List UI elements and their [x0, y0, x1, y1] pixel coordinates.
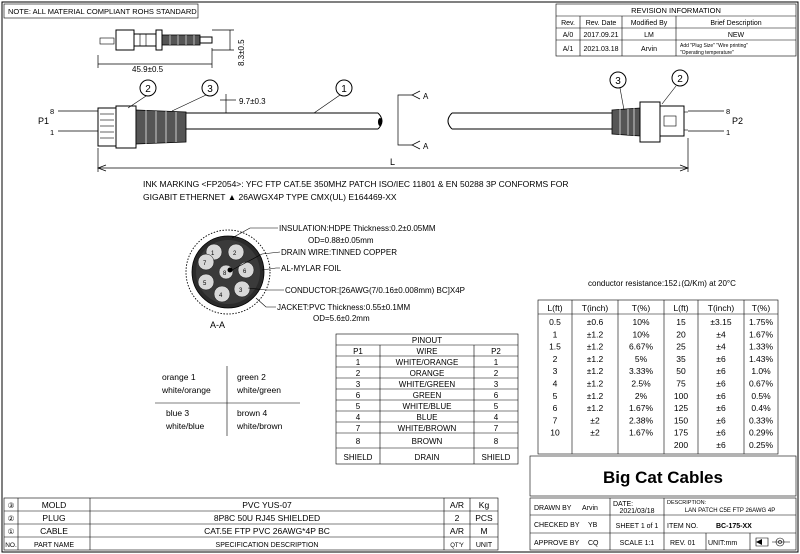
tolerance-cell: 0.25% [748, 440, 774, 450]
tolerance-cell: ±1.2 [586, 366, 604, 377]
projection-symbol-icon [756, 538, 790, 546]
tolerance-cell: 7 [552, 415, 558, 426]
section-label: A-A [210, 320, 226, 330]
section-marker-label: A [423, 142, 429, 151]
pinout-cell: 3 [355, 380, 361, 389]
cable-left-segment [186, 113, 382, 129]
plug-height-dimension: 8.3±0.5 [237, 39, 246, 66]
bom-rows [8, 500, 493, 536]
bom-cell: CABLE [40, 526, 68, 536]
length-dimension: L [390, 157, 396, 167]
tolerance-cell: ±6 [716, 440, 726, 450]
pair-stripe: white/orange [162, 385, 211, 395]
revision-cell: LM [644, 32, 654, 39]
pinout-cell: 7 [355, 424, 361, 433]
description-label: DESCRIPTION: [667, 500, 707, 506]
tolerance-cell: 175 [673, 427, 689, 438]
pinout-rows [344, 358, 511, 462]
tolerance-cell: 20 [676, 329, 686, 340]
p2-pin1-label: 1 [726, 128, 731, 137]
date-label: DATE: [613, 501, 634, 508]
pinout-cell: 1 [493, 358, 499, 367]
pinout-cell: 7 [493, 424, 499, 433]
balloon-label: 1 [341, 84, 347, 95]
revision-cell: "Operating temperature" [680, 50, 734, 56]
svg-text:2: 2 [233, 251, 237, 257]
tolerance-cell: ±6 [716, 366, 726, 377]
pinout-cell: SHIELD [481, 453, 511, 462]
pinout-cell: 2 [493, 369, 499, 378]
section-marker [398, 95, 412, 145]
foil-spec: AL-MYLAR FOIL [281, 264, 342, 273]
pinout-header: P1 [353, 347, 363, 356]
jacket-spec: JACKET:PVC Thickness:0.55±0.1MM [277, 303, 411, 312]
bom-cell: ③ [7, 501, 15, 510]
pinout-cell: ORANGE [409, 369, 445, 378]
bom-cell: Kg [478, 500, 490, 510]
pinout-cell: 4 [355, 413, 361, 422]
conductor-resistance: conductor resistance:152↓(Ω/Km) at 20°C [588, 279, 736, 288]
tolerance-rows [549, 317, 773, 450]
checked-by-label: CHECKED BY [534, 522, 580, 529]
bom-cell: MOLD [41, 500, 67, 510]
tolerance-cell: ±4 [716, 341, 726, 352]
tolerance-cell: 75 [676, 378, 686, 389]
p2-pin8-label: 8 [726, 107, 731, 116]
tolerance-cell: 1 [552, 329, 558, 340]
section-marker-label: A [423, 92, 429, 101]
pinout-cell: 5 [355, 402, 361, 411]
pinout-cell: 2 [355, 369, 361, 378]
tolerance-cell: 1.67% [628, 427, 654, 438]
tolerance-cell: 1.67% [748, 329, 774, 340]
tolerance-cell: ±1.2 [586, 341, 604, 352]
item-no-label: ITEM NO. [667, 523, 699, 530]
tolerance-cell: 125 [673, 403, 689, 414]
pinout-cell: BLUE [416, 413, 438, 422]
tolerance-cell: 10 [550, 427, 560, 438]
checked-by-name: YB [588, 522, 598, 529]
tolerance-cell: 4 [552, 378, 558, 389]
revision-header: Rev. Date [585, 20, 617, 27]
tolerance-cell: 1.5 [549, 341, 561, 352]
tolerance-header: T(%) [631, 303, 651, 313]
tolerance-cell: 1.43% [748, 353, 774, 364]
pinout-cell: 8 [493, 437, 499, 446]
tolerance-cell: 2.38% [628, 415, 654, 426]
tolerance-cell: 200 [673, 440, 689, 450]
bom-cell: ① [7, 527, 15, 536]
bom-cell: 2 [454, 513, 460, 523]
revision-cell: A/1 [562, 46, 574, 53]
svg-text:5: 5 [203, 281, 207, 287]
tolerance-cell: 100 [673, 390, 689, 401]
revision-value: REV. 01 [670, 540, 696, 547]
pinout-cell: DRAIN [414, 453, 440, 462]
tolerance-cell: 1.67% [628, 403, 654, 414]
pair-stripe: white/blue [166, 421, 205, 431]
balloon-label: 3 [207, 84, 213, 95]
tolerance-cell: 0.5 [549, 317, 561, 327]
tolerance-cell: ±4 [716, 329, 726, 340]
pinout-cell: 6 [493, 391, 499, 400]
bom-cell: M [480, 526, 488, 536]
right-boot [612, 108, 640, 136]
svg-text:4: 4 [219, 293, 223, 299]
bom-cell: A/R [449, 526, 465, 536]
p2-label: P2 [732, 116, 744, 126]
bom-cell: CAT.5E FTP PVC 26AWG*4P BC [204, 526, 330, 536]
revision-header: Brief Description [710, 20, 762, 27]
cable-cross-section [186, 230, 270, 314]
tolerance-cell: 150 [673, 415, 689, 426]
tolerance-cell: ±2 [590, 415, 600, 426]
bom-header: PART NAME [33, 542, 75, 549]
balloon-label: 3 [615, 76, 621, 87]
right-plug-p2 [640, 102, 688, 142]
svg-text:1: 1 [211, 251, 215, 257]
revision-header: Modified By [630, 20, 668, 27]
tolerance-cell: ±1.2 [586, 353, 604, 364]
bom-header: UNIT [475, 542, 493, 549]
bom-cell: 8P8C 50U RJ45 SHIELDED [213, 513, 321, 523]
tolerance-header: T(inch) [707, 303, 735, 313]
p1-label: P1 [38, 116, 50, 126]
revision-cell: Add "Plug Size" "Wire printing" [680, 43, 748, 49]
pinout-cell: WHITE/BLUE [402, 402, 452, 411]
approve-by-label: APPROVE BY [534, 540, 580, 547]
tolerance-header: L(ft) [673, 303, 689, 313]
tolerance-table [538, 300, 778, 454]
tolerance-cell: 5% [634, 353, 648, 364]
approve-by-name: CQ [588, 540, 599, 547]
tolerance-cell: 50 [676, 366, 686, 377]
bom-cell: ② [7, 514, 15, 523]
revision-cell: 2017.09.21 [583, 32, 619, 39]
tolerance-header: T(inch) [581, 303, 609, 313]
color-pair-legend [155, 366, 300, 436]
tolerance-cell: 10% [632, 317, 650, 327]
revision-title: REVISION INFORMATION [631, 6, 721, 15]
pair-stripe: white/brown [237, 421, 283, 431]
balloon-label: 2 [145, 84, 151, 95]
pair-color: brown 4 [237, 408, 268, 418]
pinout-cell: SHIELD [343, 453, 373, 462]
item-no-value: BC-175-XX [716, 523, 752, 530]
tolerance-cell: 0.33% [748, 415, 774, 426]
scale-value: SCALE 1:1 [619, 540, 655, 547]
tolerance-cell: 5 [552, 390, 558, 401]
left-plug-p1 [98, 106, 136, 148]
tolerance-cell: ±3.15 [710, 317, 732, 327]
drain-wire-spec: DRAIN WIRE:TINNED COPPER [281, 248, 398, 257]
bom-header: SPECIFICATION DESCRIPTION [215, 542, 319, 549]
insulation-od: OD=0.88±0.05mm [308, 236, 374, 245]
p1-pin8-label: 8 [50, 107, 55, 116]
tolerance-cell: ±0.6 [586, 317, 604, 327]
pinout-cell: 1 [355, 358, 361, 367]
revision-cell: 2021.03.18 [583, 46, 619, 53]
tolerance-cell: 15 [676, 317, 686, 327]
pair-color: green 2 [237, 372, 266, 382]
tolerance-cell: 1.33% [748, 341, 774, 352]
rohs-note: NOTE: ALL MATERIAL COMPLIANT ROHS STANDARD [8, 7, 197, 16]
bom-cell: A/R [449, 500, 465, 510]
revision-cell: Arvin [641, 46, 657, 53]
p1-pin1-label: 1 [50, 128, 55, 137]
bom-cell: PVC YUS-07 [242, 500, 292, 510]
revision-cell: A/0 [562, 32, 574, 39]
pinout-cell: BROWN [411, 437, 443, 446]
unit-value: UNIT:mm [708, 540, 738, 547]
pinout-cell: GREEN [412, 391, 442, 400]
tolerance-cell: ±1.2 [586, 378, 604, 389]
tolerance-cell: 1.75% [748, 317, 774, 327]
pinout-cell: 8 [355, 437, 361, 446]
tolerance-cell: 10% [632, 329, 650, 340]
jacket-od: OD=5.6±0.2mm [313, 314, 370, 323]
pinout-header: P2 [491, 347, 501, 356]
bom-cell: PCS [475, 513, 493, 523]
plug-length-dimension: 45.9±0.5 [132, 65, 164, 74]
pinout-cell: 6 [355, 391, 361, 400]
drawn-by-label: DRAWN BY [534, 505, 572, 512]
tolerance-cell: 2% [634, 390, 648, 401]
tolerance-cell: 2.5% [631, 378, 651, 389]
tolerance-cell: ±1.2 [586, 403, 604, 414]
conductor-spec: CONDUCTOR:[26AWG(7/0.16±0.008mm) BC]X4P [285, 286, 465, 295]
pair-stripe: white/green [237, 385, 281, 395]
svg-text:3: 3 [239, 288, 243, 294]
ink-marking-line-1: INK MARKING <FP2054>: YFC FTP CAT.5E 350MHZ PATCH ISO/IEC 11801 & EN 50288 3P CONFORMS FOR [143, 179, 569, 189]
insulation-spec: INSULATION:HDPE Thickness:0.2±0.05MM [279, 224, 436, 233]
pinout-cell: 4 [493, 413, 499, 422]
tolerance-cell: 0.4% [751, 403, 771, 414]
tolerance-cell: ±6 [716, 427, 726, 438]
tolerance-header: L(ft) [547, 303, 563, 313]
pinout-cell: WHITE/BROWN [397, 424, 457, 433]
title-block [530, 498, 796, 550]
revision-table [556, 4, 796, 56]
tolerance-cell: 0.29% [748, 427, 774, 438]
balloon-label: 2 [677, 74, 683, 85]
pinout-cell: 3 [493, 380, 499, 389]
svg-text:6: 6 [243, 269, 247, 275]
plug-detail-view [100, 30, 212, 50]
pair-color: orange 1 [162, 372, 196, 382]
tolerance-cell: 0.67% [748, 378, 774, 389]
tolerance-cell: 6 [552, 403, 558, 414]
revision-header: Rev. [561, 20, 575, 27]
tolerance-cell: ±6 [716, 390, 726, 401]
cable-diameter-dimension: 9.7±0.3 [239, 97, 266, 106]
bom-header: QT'Y [450, 543, 464, 549]
ink-marking-line-2: GIGABIT ETHERNET ▲ 26AWGX4P TYPE CMX(UL) E164469-XX [143, 192, 397, 202]
pair-color: blue 3 [166, 408, 190, 418]
drawn-by-name: Arvin [582, 505, 598, 512]
tolerance-cell: ±6 [716, 353, 726, 364]
date-value: 2021/03/18 [619, 508, 655, 515]
tolerance-header: T(%) [751, 303, 771, 313]
tolerance-cell: ±6 [716, 403, 726, 414]
tolerance-cell: ±1.2 [586, 329, 604, 340]
tolerance-cell: 6.67% [628, 341, 654, 352]
bom-header: NO. [5, 542, 17, 549]
sheet-number: SHEET 1 of 1 [615, 523, 659, 530]
pinout-cell: 5 [493, 402, 499, 411]
tolerance-cell: 0.5% [751, 390, 771, 401]
svg-text:7: 7 [203, 261, 207, 267]
tolerance-cell: 3.33% [628, 366, 654, 377]
tolerance-cell: 25 [676, 341, 686, 352]
tolerance-cell: ±1.2 [586, 390, 604, 401]
tolerance-cell: ±6 [716, 415, 726, 426]
pinout-header: WIRE [416, 347, 438, 356]
pinout-cell: WHITE/ORANGE [395, 358, 459, 367]
tolerance-cell: 2 [552, 353, 558, 364]
tolerance-cell: 1.0% [751, 366, 771, 377]
description-value: LAN PATCH C5E FTP 26AWG 4P [684, 508, 776, 514]
brand-name: Big Cat Cables [603, 468, 723, 487]
tolerance-cell: ±2 [590, 427, 600, 438]
revision-cell: NEW [727, 32, 745, 39]
pinout-cell: WHITE/GREEN [398, 380, 456, 389]
tolerance-cell: 3 [552, 366, 558, 377]
svg-text:8: 8 [223, 271, 227, 277]
left-boot [136, 110, 186, 144]
tolerance-cell: 35 [676, 353, 686, 364]
cable-right-segment [448, 113, 612, 129]
pinout-title: PINOUT [411, 336, 443, 345]
bom-cell: PLUG [42, 513, 66, 523]
tolerance-cell: ±6 [716, 378, 726, 389]
